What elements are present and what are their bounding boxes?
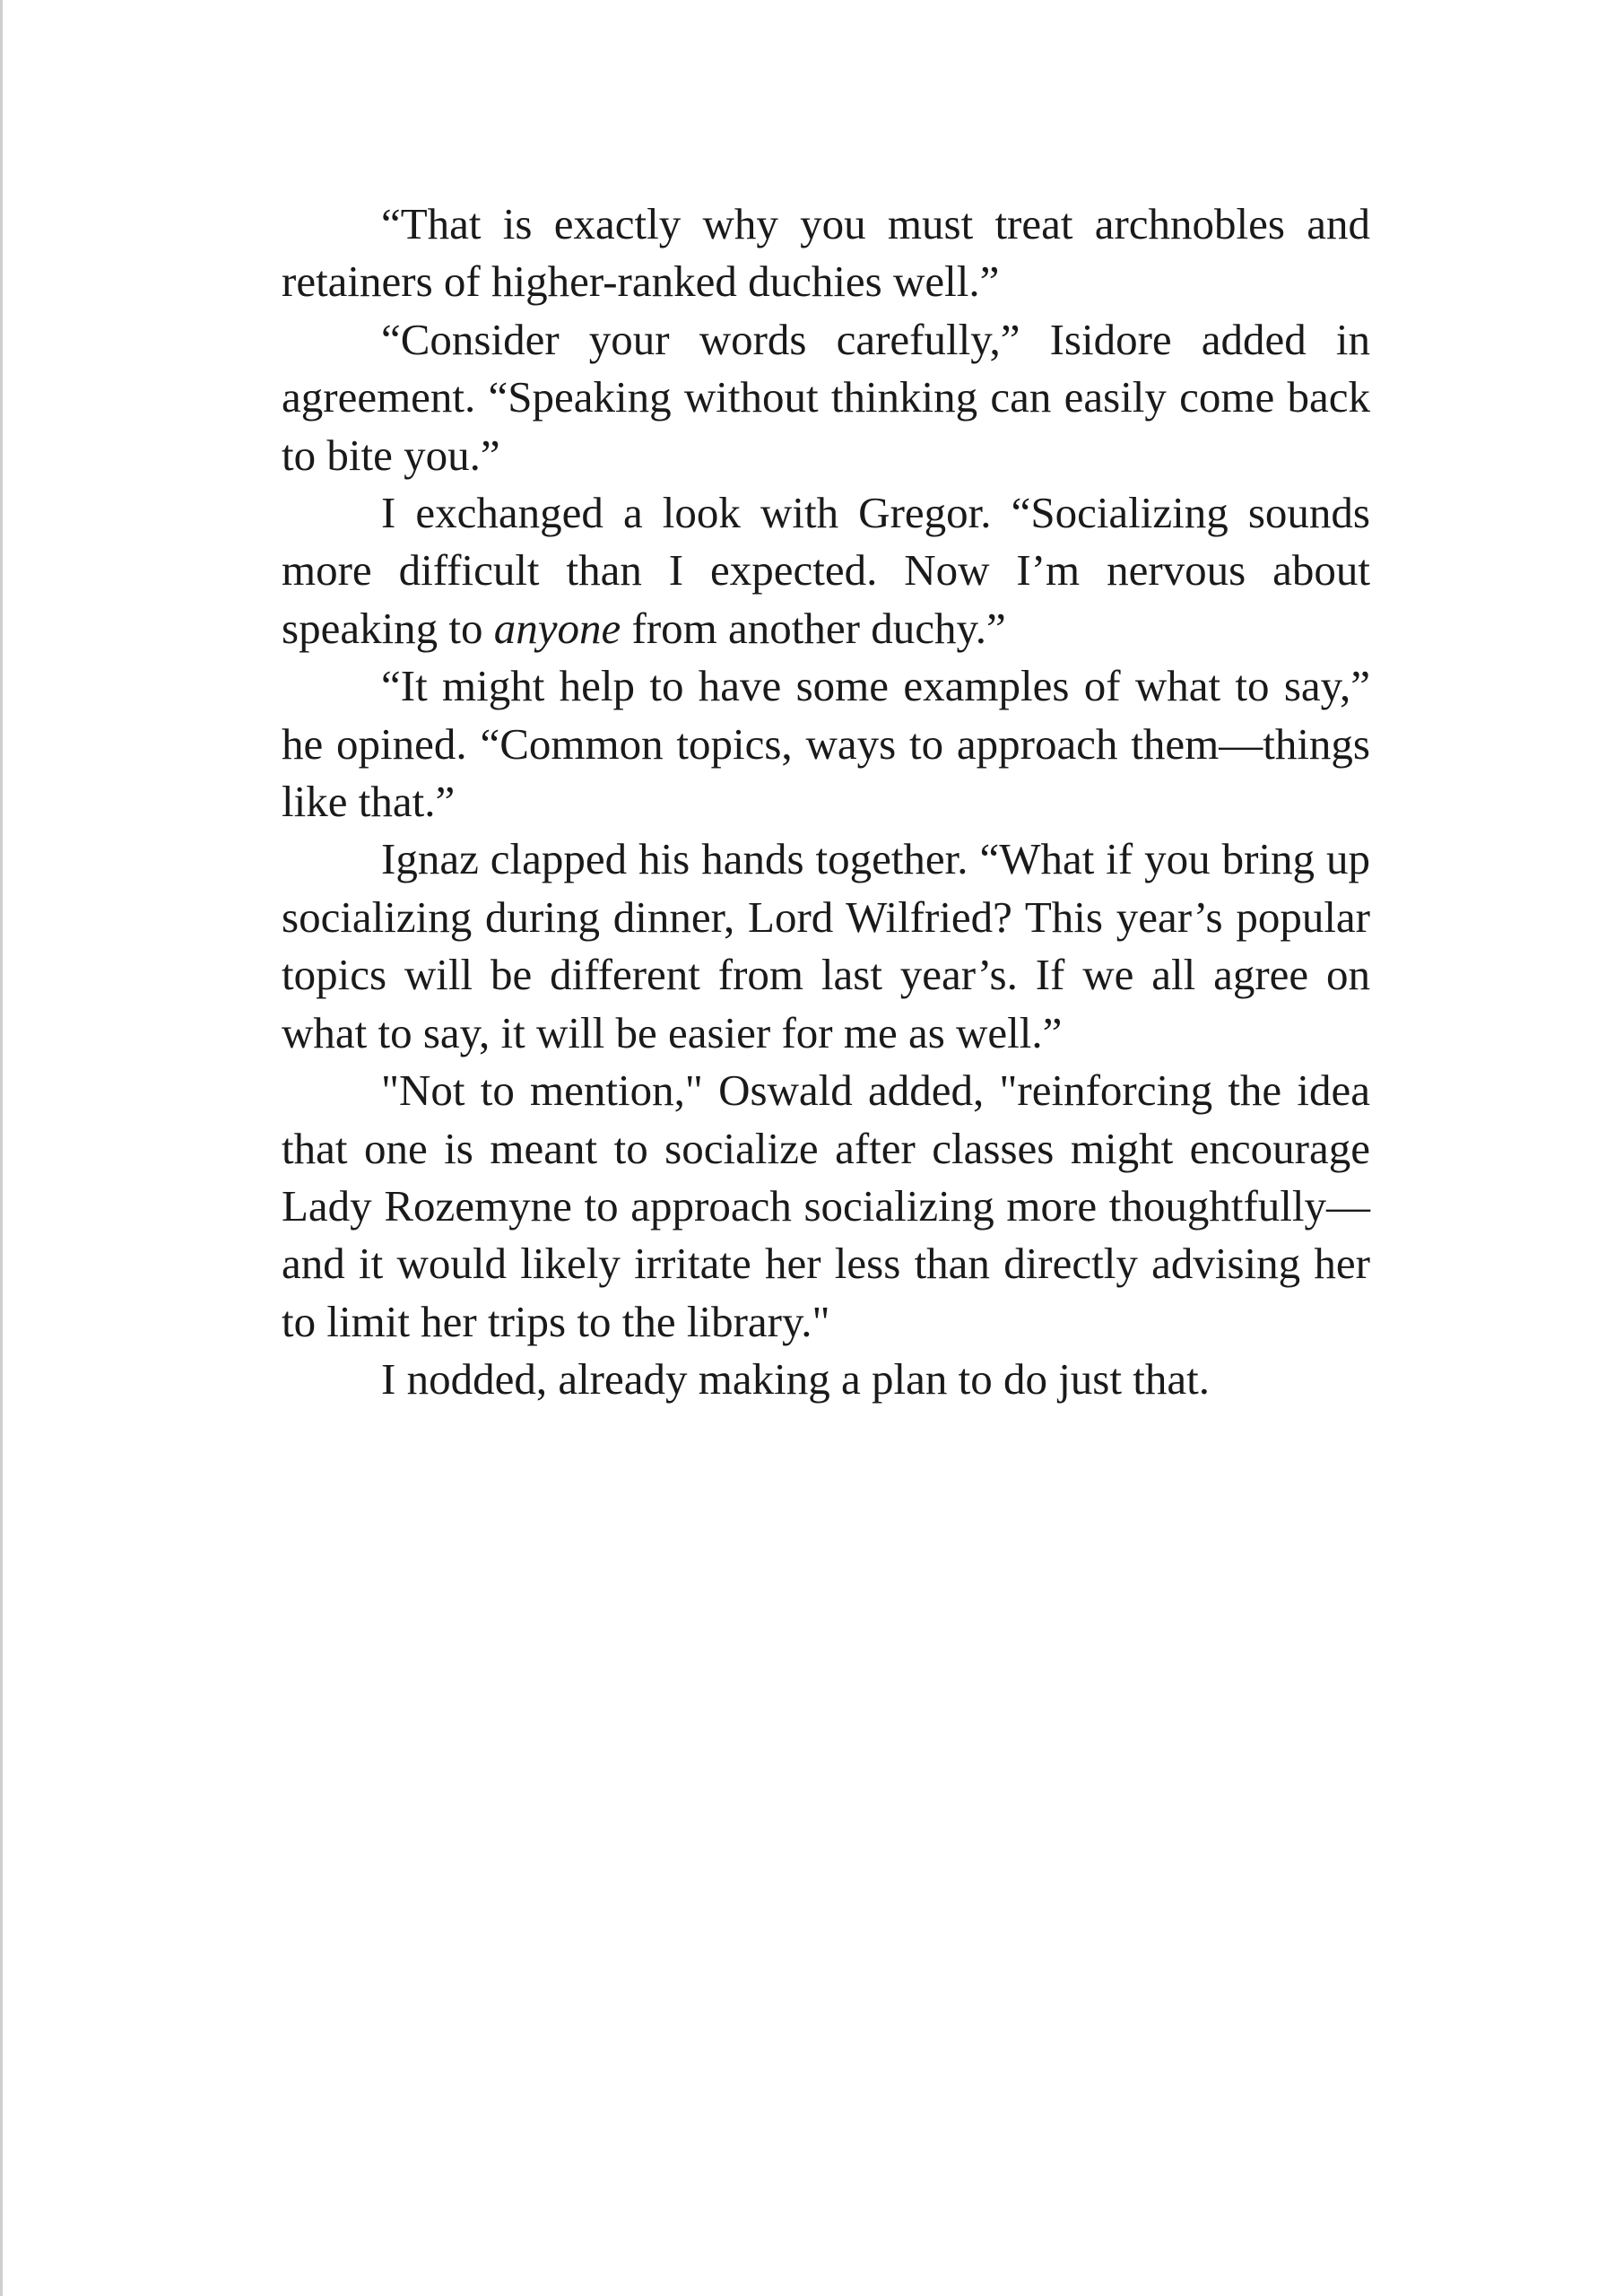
paragraph-3-text-before: I exchanged a look with Gregor. “Socializing sounds more difficult than I expected. Now I’m nervous about speaking to bbox=[282, 488, 1370, 653]
paragraph-5: Ignaz clapped his hands together. “What if you bring up socializing during dinner, Lord Wilfried? This year’s popular topics will be different from last year’s. If we all agree on what to say, it will be easier for me as well.” bbox=[282, 834, 1370, 1057]
paragraph-1: “That is exactly why you must treat archnobles and retainers of higher-ranked duchies well.” bbox=[282, 199, 1370, 307]
paragraph-3-emphasis: anyone bbox=[493, 603, 621, 653]
paragraph-3-text-after: from another duchy.” bbox=[621, 603, 1006, 653]
paragraph-4: “It might help to have some examples of what to say,” he opined. “Common topics, ways to approach them—things like that.” bbox=[282, 661, 1370, 827]
page-left-edge bbox=[0, 0, 3, 2296]
paragraph-2: “Consider your words carefully,” Isidore added in agreement. “Speaking without thinking can easily come back to bite you.” bbox=[282, 314, 1370, 480]
page-body bbox=[282, 196, 1370, 1409]
paragraph-7: I nodded, already making a plan to do just that. bbox=[381, 1354, 1210, 1405]
paragraph-3 bbox=[282, 484, 1370, 657]
paragraph-6: "Not to mention," Oswald added, "reinforcing the idea that one is meant to socialize after classes might encourage Lady Rozemyne to approach socializing more thoughtfully—and it would likely irritate her less than directly advising her to limit her trips to the library." bbox=[282, 1065, 1370, 1346]
